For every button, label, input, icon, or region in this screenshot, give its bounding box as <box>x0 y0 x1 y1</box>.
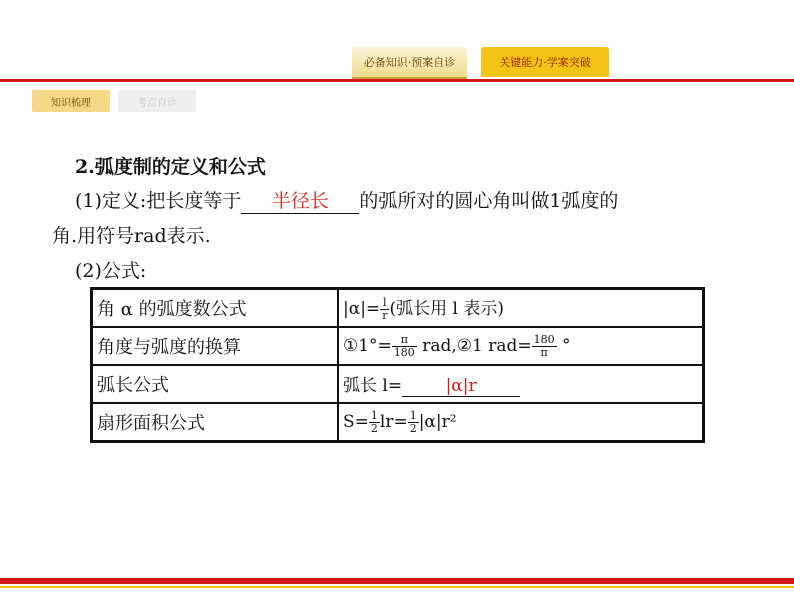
fraction <box>408 410 419 435</box>
row-label: 扇形面积公式 <box>92 403 339 442</box>
fraction-denominator: r <box>382 309 388 322</box>
formula-text: S= <box>343 411 369 432</box>
fraction <box>369 410 380 435</box>
formula-text: |α|r² <box>418 411 457 432</box>
row-label: 角 α 的弧度数公式 <box>92 289 339 328</box>
row-formula <box>338 403 704 442</box>
table-row <box>92 365 704 403</box>
fraction-denominator: 2 <box>409 421 417 435</box>
tab-essential-knowledge[interactable]: 必备知识·预案自诊 <box>352 47 467 79</box>
definition-prefix: (1)定义:把长度等于 <box>75 190 242 212</box>
definition-line <box>75 186 618 214</box>
table-row <box>92 289 704 328</box>
footer-accent-line <box>0 586 794 588</box>
formula-label: (2)公式: <box>75 260 147 282</box>
row-label: 弧长公式 <box>92 365 339 403</box>
formula-text: (弧长用 l 表示) <box>389 299 504 319</box>
fraction-numerator: l <box>380 297 389 310</box>
subtab-self-check[interactable]: 考点自诊 <box>118 90 196 112</box>
fraction-numerator: 1 <box>370 408 378 422</box>
arc-length-answer: |α|r <box>402 376 520 397</box>
definition-line-2: 角.用符号rad表示. <box>52 225 211 247</box>
table-row <box>92 327 704 365</box>
fraction-numerator: 180 <box>533 332 555 346</box>
section-heading <box>75 152 266 179</box>
definition-answer: 半径长 <box>241 186 359 214</box>
formula-table <box>90 287 705 443</box>
fraction <box>532 334 557 359</box>
heading-text: .弧度制的定义和公式 <box>88 156 266 178</box>
formula-text: ①1°= <box>343 335 392 356</box>
formula-text: lr= <box>379 411 408 432</box>
definition-suffix: 的弧所对的圆心角叫做1弧度的 <box>359 190 619 212</box>
subtab-knowledge-review[interactable]: 知识梳理 <box>32 90 110 112</box>
row-formula <box>338 327 704 365</box>
heading-number: 2 <box>75 156 89 178</box>
fraction-denominator: 2 <box>370 421 378 435</box>
fraction <box>392 334 417 359</box>
row-label: 角度与弧度的换算 <box>92 327 339 365</box>
fraction-numerator: 1 <box>409 408 417 422</box>
formula-text: ° <box>562 335 571 356</box>
formula-text: 弧长 l= <box>343 376 403 396</box>
header-divider <box>0 79 794 82</box>
formula-text: |α|= <box>343 299 381 319</box>
formula-text: rad,②1 rad= <box>422 335 532 356</box>
fraction-denominator: 180 <box>393 345 415 359</box>
footer-bar <box>0 578 794 584</box>
fraction-numerator: π <box>392 334 417 347</box>
fraction-denominator: π <box>540 345 548 359</box>
tab-key-abilities[interactable]: 关键能力·学案突破 <box>481 47 609 77</box>
row-formula <box>338 365 704 403</box>
table-row <box>92 403 704 442</box>
row-formula <box>338 289 704 328</box>
